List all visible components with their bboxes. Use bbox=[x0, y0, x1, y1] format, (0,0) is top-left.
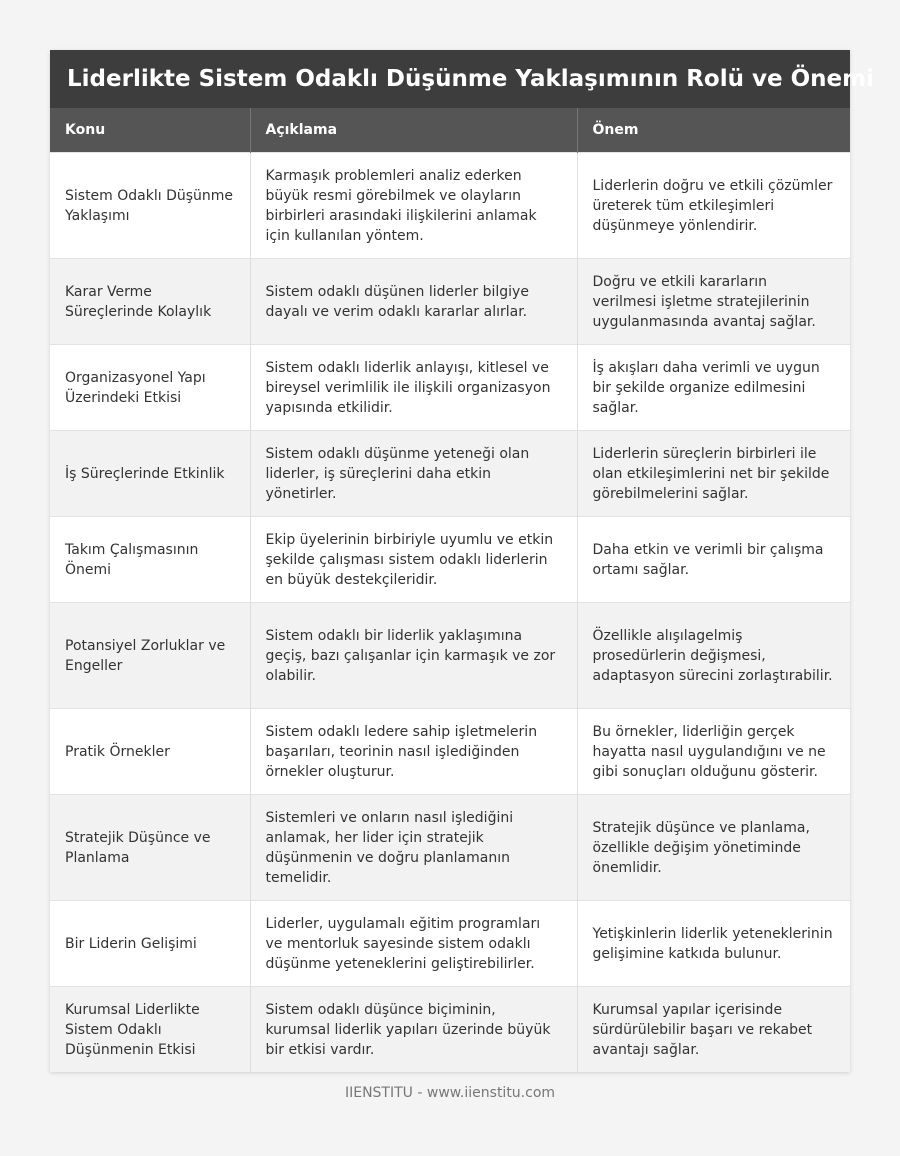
table-row bbox=[50, 709, 850, 795]
table-card bbox=[50, 50, 874, 1072]
header-topic: Konu bbox=[50, 108, 250, 153]
cell-importance: İş akışları daha verimli ve uygun bir şekilde organize edilmesini sağlar. bbox=[577, 345, 850, 431]
table-row bbox=[50, 431, 850, 517]
cell-importance: Yetişkinlerin liderlik yeteneklerinin gelişimine katkıda bulunur. bbox=[577, 901, 850, 987]
cell-topic: Kurumsal Liderlikte Sistem Odaklı Düşünmenin Etkisi bbox=[50, 987, 250, 1073]
cell-importance: Liderlerin doğru ve etkili çözümler üreterek tüm etkileşimleri düşünmeye yönlendirir. bbox=[577, 153, 850, 259]
table-row bbox=[50, 259, 850, 345]
cell-topic: Takım Çalışmasının Önemi bbox=[50, 517, 250, 603]
cell-description: Sistem odaklı düşünen liderler bilgiye dayalı ve verim odaklı kararlar alırlar. bbox=[250, 259, 577, 345]
table-row bbox=[50, 901, 850, 987]
cell-importance: Kurumsal yapılar içerisinde sürdürülebilir başarı ve rekabet avantajı sağlar. bbox=[577, 987, 850, 1073]
table-row bbox=[50, 517, 850, 603]
table-row bbox=[50, 795, 850, 901]
table-row bbox=[50, 153, 850, 259]
cell-description: Sistem odaklı ledere sahip işletmelerin başarıları, teorinin nasıl işlediğinden örnekler oluşturur. bbox=[250, 709, 577, 795]
data-table bbox=[50, 108, 850, 1072]
cell-topic: Sistem Odaklı Düşünme Yaklaşımı bbox=[50, 153, 250, 259]
cell-importance: Daha etkin ve verimli bir çalışma ortamı sağlar. bbox=[577, 517, 850, 603]
cell-description: Sistem odaklı düşünme yeteneği olan liderler, iş süreçlerini daha etkin yönetirler. bbox=[250, 431, 577, 517]
cell-description: Liderler, uygulamalı eğitim programları ve mentorluk sayesinde sistem odaklı düşünme yeteneklerini geliştirebilirler. bbox=[250, 901, 577, 987]
cell-importance: Bu örnekler, liderliğin gerçek hayatta nasıl uygulandığını ve ne gibi sonuçları olduğunu gösterir. bbox=[577, 709, 850, 795]
cell-topic: Karar Verme Süreçlerinde Kolaylık bbox=[50, 259, 250, 345]
cell-importance: Stratejik düşünce ve planlama, özellikle değişim yönetiminde önemlidir. bbox=[577, 795, 850, 901]
header-importance: Önem bbox=[577, 108, 850, 153]
cell-importance: Doğru ve etkili kararların verilmesi işletme stratejilerinin uygulanmasında avantaj sağlar. bbox=[577, 259, 850, 345]
cell-topic: İş Süreçlerinde Etkinlik bbox=[50, 431, 250, 517]
cell-topic: Organizasyonel Yapı Üzerindeki Etkisi bbox=[50, 345, 250, 431]
cell-description: Karmaşık problemleri analiz ederken büyük resmi görebilmek ve olayların birbirleri arasındaki ilişkilerini anlamak için kullanılan yöntem. bbox=[250, 153, 577, 259]
table-title: Liderlikte Sistem Odaklı Düşünme Yaklaşımının Rolü ve Önemi bbox=[50, 50, 850, 108]
cell-topic: Stratejik Düşünce ve Planlama bbox=[50, 795, 250, 901]
table-row bbox=[50, 345, 850, 431]
cell-topic: Potansiyel Zorluklar ve Engeller bbox=[50, 603, 250, 709]
table-row bbox=[50, 987, 850, 1073]
cell-description: Sistem odaklı liderlik anlayışı, kitlesel ve bireysel verimlilik ile ilişkili organizasyon yapısında etkilidir. bbox=[250, 345, 577, 431]
cell-description: Sistemleri ve onların nasıl işlediğini anlamak, her lider için stratejik düşünmenin ve doğru planlamanın temelidir. bbox=[250, 795, 577, 901]
cell-description: Sistem odaklı düşünce biçiminin, kurumsal liderlik yapıları üzerinde büyük bir etkisi vardır. bbox=[250, 987, 577, 1073]
cell-topic: Pratik Örnekler bbox=[50, 709, 250, 795]
header-row bbox=[50, 108, 850, 153]
cell-importance: Liderlerin süreçlerin birbirleri ile olan etkileşimlerini net bir şekilde görebilmelerini sağlar. bbox=[577, 431, 850, 517]
table-row bbox=[50, 603, 850, 709]
cell-description: Sistem odaklı bir liderlik yaklaşımına geçiş, bazı çalışanlar için karmaşık ve zor olabilir. bbox=[250, 603, 577, 709]
cell-description: Ekip üyelerinin birbiriyle uyumlu ve etkin şekilde çalışması sistem odaklı liderlerin en büyük destekçileridir. bbox=[250, 517, 577, 603]
header-description: Açıklama bbox=[250, 108, 577, 153]
footer-credit: IIENSTITU - www.iienstitu.com bbox=[344, 1085, 556, 1101]
cell-topic: Bir Liderin Gelişimi bbox=[50, 901, 250, 987]
cell-importance: Özellikle alışılagelmiş prosedürlerin değişmesi, adaptasyon sürecini zorlaştırabilir. bbox=[577, 603, 850, 709]
